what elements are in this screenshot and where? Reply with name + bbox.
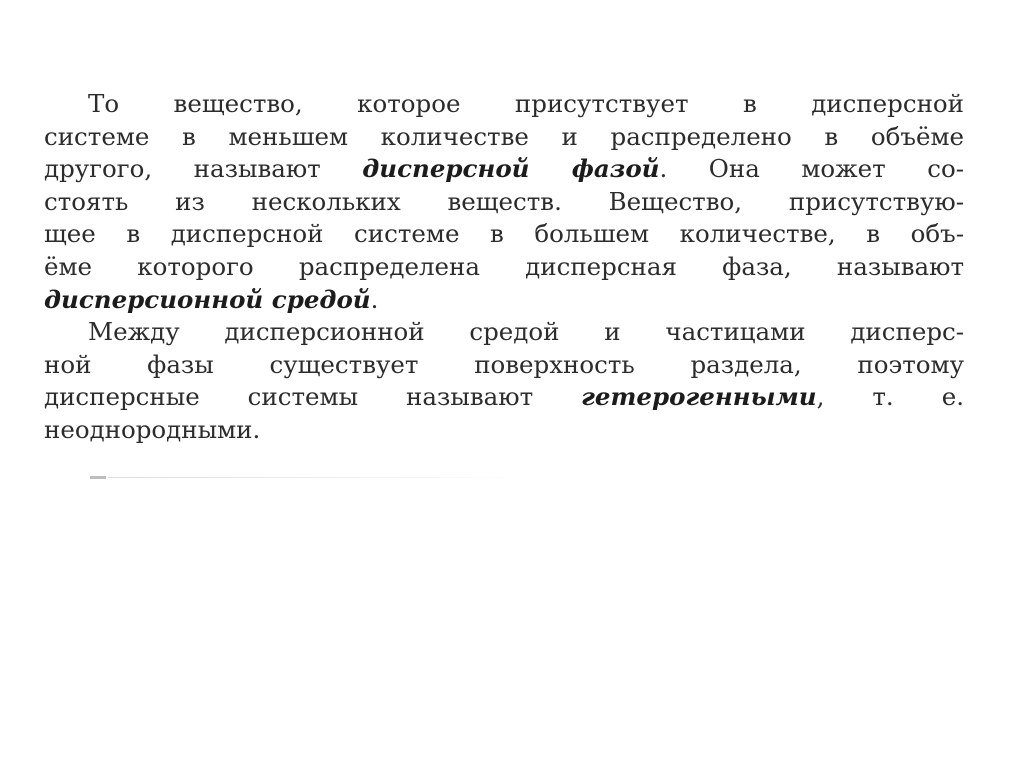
paragraph-1-line [44, 251, 964, 284]
text-span: стоять из нескольких веществ. Вещество, присутствую- [44, 186, 964, 216]
term-dispersion-medium: дисперсионной средой [44, 284, 371, 314]
cut-off-text-fragment [86, 470, 586, 482]
cut-off-fade [108, 477, 528, 478]
paragraph-1-line [44, 121, 964, 154]
text-span: ной фазы существует поверхность раздела, поэтому [44, 349, 964, 379]
paragraph-2-line [44, 381, 964, 414]
paragraph-1-line [44, 218, 964, 251]
text-span: . Она может со- [659, 154, 964, 184]
text-span: другого, называют [44, 154, 363, 184]
text-span: То вещество, которое присутствует в дисперсной [88, 89, 964, 118]
text-span: . [370, 284, 379, 314]
text-block [44, 88, 964, 447]
text-span: щее в дисперсной системе в большем количестве, в объ- [44, 219, 964, 249]
cut-off-glyph [90, 476, 106, 479]
paragraph-1-line [44, 153, 964, 186]
paragraph-1-line [44, 88, 964, 121]
term-heterogeneous: гетерогенными [581, 382, 817, 412]
paragraph-2-line [44, 349, 964, 382]
paragraph-2-line [44, 414, 964, 447]
text-span: ёме которого распределена дисперсная фаза, называют [44, 251, 964, 281]
paragraph-1-line [44, 186, 964, 219]
text-span: Между дисперсионной средой и частицами дисперс- [88, 317, 964, 347]
text-span: дисперсные системы называют [44, 382, 582, 412]
text-span: системе в меньшем количестве и распределено в объёме [44, 121, 964, 151]
paragraph-1-line [44, 284, 964, 317]
text-span: , т. е. [816, 382, 964, 412]
term-dispersed-phase: дисперсной фазой [362, 154, 660, 184]
paragraph-2-line [44, 316, 964, 349]
text-span: неоднородными. [44, 414, 261, 444]
